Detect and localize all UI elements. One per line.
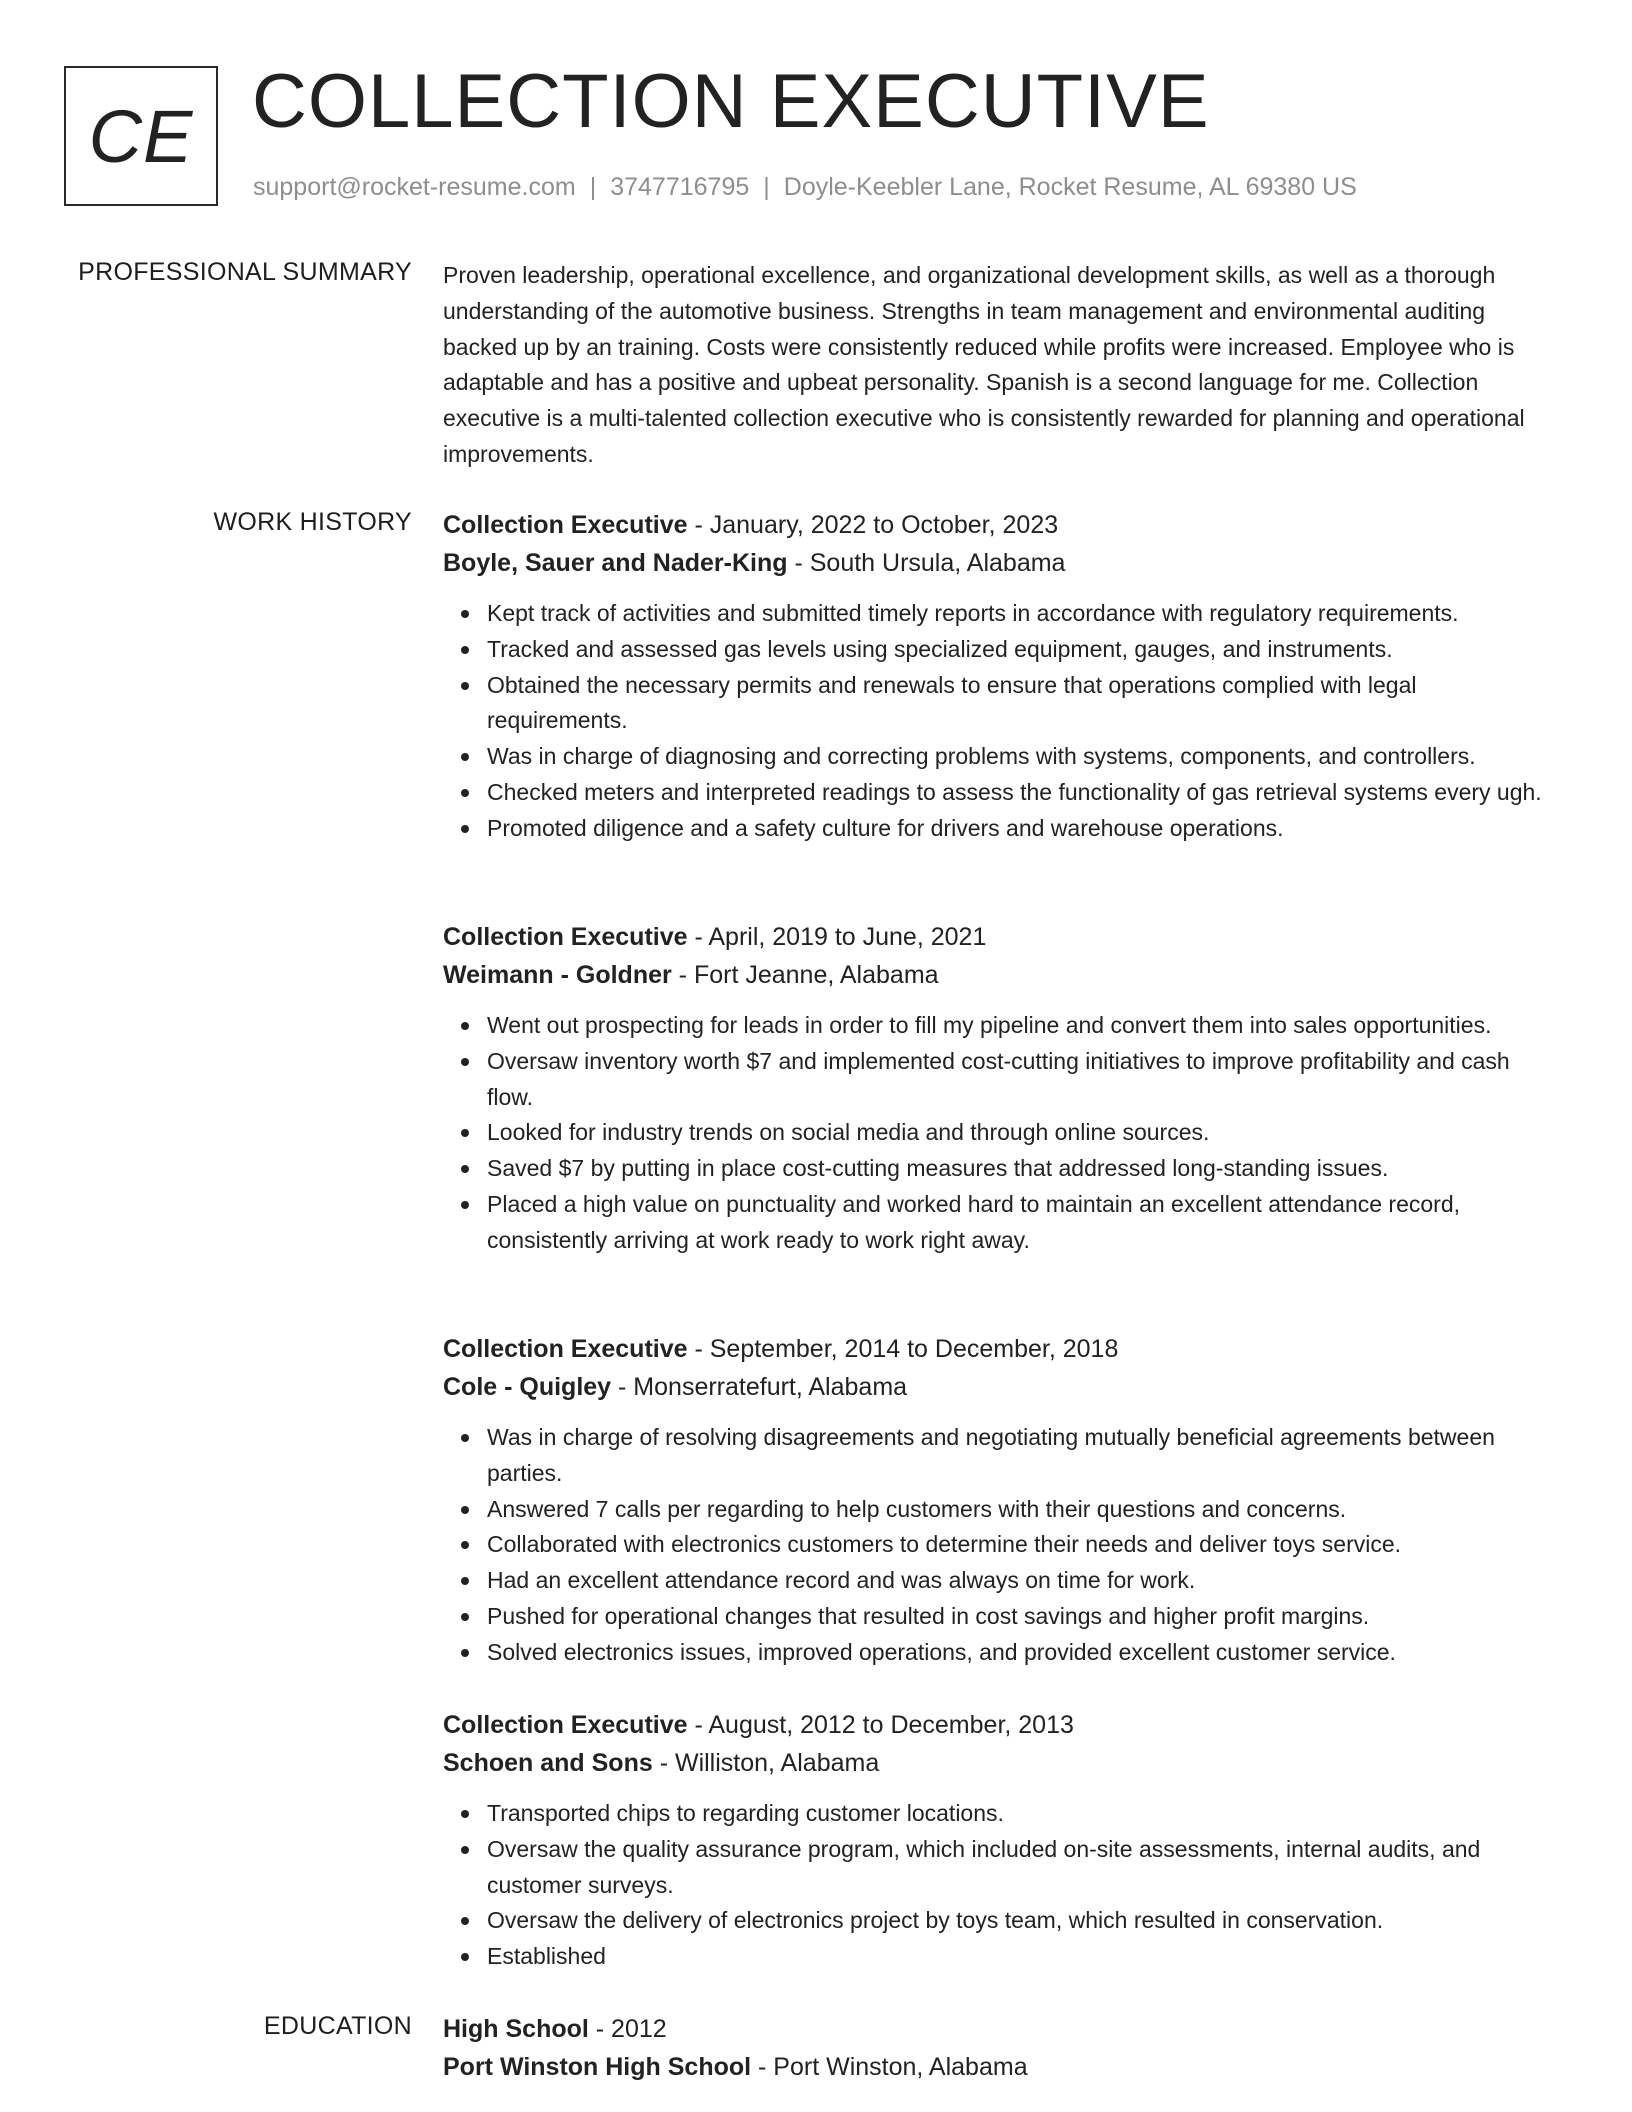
bullet-item: Established xyxy=(487,1939,1558,1975)
candidate-name: COLLECTION EXECUTIVE xyxy=(252,59,1210,144)
job-title-line xyxy=(443,918,1558,956)
job-dates: - August, 2012 to December, 2013 xyxy=(687,1711,1074,1739)
bullet-item: Oversaw the quality assurance program, which included on-site assessments, internal audits, and customer surveys. xyxy=(487,1832,1558,1904)
bullet-item: Had an excellent attendance record and was always on time for work. xyxy=(487,1563,1558,1599)
contact-phone[interactable]: 3747716795 xyxy=(610,173,750,201)
contact-email[interactable]: support@rocket-resume.com xyxy=(253,173,576,201)
bullet-item: Placed a high value on punctuality and worked hard to maintain an excellent attendance record, consistently arriving at work ready to work right away. xyxy=(487,1187,1558,1259)
job-title-line xyxy=(443,1330,1558,1368)
summary-text: Proven leadership, operational excellence, and organizational development skills, as well as a thorough understanding of the automotive business. Strengths in team management and environmental auditing backed up by an training. Costs were consistently reduced while profits were increased. Employee who is adaptable and has a positive and upbeat personality. Spanish is a second language for me. Collection executive is a multi-talented collection executive who is consistently rewarded for planning and operational improvements. xyxy=(443,262,1525,467)
job-bullets xyxy=(443,1796,1558,1975)
bullet-item: Tracked and assessed gas levels using specialized equipment, gauges, and instruments. xyxy=(487,632,1558,668)
education-school-line xyxy=(443,2048,1558,2086)
bullet-item: Saved $7 by putting in place cost-cutting measures that addressed long-standing issues. xyxy=(487,1151,1558,1187)
bullet-item: Transported chips to regarding customer locations. xyxy=(487,1796,1558,1832)
job-company-line xyxy=(443,956,1558,994)
job-title: Collection Executive xyxy=(443,511,688,539)
monogram-logo: CE xyxy=(64,66,218,206)
education-degree-line xyxy=(443,2010,1558,2048)
job-entry xyxy=(443,1330,1558,1671)
section-label-work-history: WORK HISTORY xyxy=(213,508,412,536)
contact-separator: | xyxy=(589,173,597,201)
job-location: - Fort Jeanne, Alabama xyxy=(671,961,939,989)
job-company-line xyxy=(443,1744,1558,1782)
job-title-line xyxy=(443,1706,1558,1744)
job-title-line xyxy=(443,506,1558,544)
bullet-item: Looked for industry trends on social media and through online sources. xyxy=(487,1115,1558,1151)
job-bullets xyxy=(443,1008,1558,1259)
job-title: Collection Executive xyxy=(443,1335,688,1363)
education-entry xyxy=(443,2010,1558,2086)
bullet-item: Oversaw the delivery of electronics project by toys team, which resulted in conservation. xyxy=(487,1903,1558,1939)
contact-address: Doyle-Keebler Lane, Rocket Resume, AL 69380 US xyxy=(783,173,1357,201)
bullet-item: Checked meters and interpreted readings to assess the functionality of gas retrieval systems every ugh. xyxy=(487,775,1558,811)
bullet-item: Was in charge of diagnosing and correcting problems with systems, components, and controllers. xyxy=(487,739,1558,775)
job-title: Collection Executive xyxy=(443,923,688,951)
job-entry xyxy=(443,1706,1558,1975)
job-entry xyxy=(443,918,1558,1259)
job-bullets xyxy=(443,596,1558,847)
job-company: Weimann - Goldner xyxy=(443,961,672,989)
bullet-item: Pushed for operational changes that resulted in cost savings and higher profit margins. xyxy=(487,1599,1558,1635)
job-location: - Monserratefurt, Alabama xyxy=(611,1373,908,1401)
bullet-item: Obtained the necessary permits and renewals to ensure that operations complied with legal requirements. xyxy=(487,668,1558,740)
education-degree: High School xyxy=(443,2015,589,2043)
job-company: Schoen and Sons xyxy=(443,1749,653,1777)
education-location: - Port Winston, Alabama xyxy=(751,2053,1028,2081)
job-location: - Williston, Alabama xyxy=(652,1749,880,1777)
bullet-item: Oversaw inventory worth $7 and implemented cost-cutting initiatives to improve profitability and cash flow. xyxy=(487,1044,1558,1116)
contact-line xyxy=(253,173,1357,202)
job-bullets xyxy=(443,1420,1558,1671)
bullet-item: Collaborated with electronics customers to determine their needs and deliver toys service. xyxy=(487,1527,1558,1563)
bullet-item: Kept track of activities and submitted timely reports in accordance with regulatory requirements. xyxy=(487,596,1558,632)
section-label-summary: PROFESSIONAL SUMMARY xyxy=(78,258,412,286)
job-entry xyxy=(443,506,1558,847)
education-year: - 2012 xyxy=(588,2015,667,2043)
job-company: Cole - Quigley xyxy=(443,1373,612,1401)
contact-separator: | xyxy=(763,173,770,201)
job-dates: - April, 2019 to June, 2021 xyxy=(687,923,987,951)
job-company: Boyle, Sauer and Nader-King xyxy=(443,549,788,577)
bullet-item: Answered 7 calls per regarding to help customers with their questions and concerns. xyxy=(487,1492,1558,1528)
job-company-line xyxy=(443,1368,1558,1406)
job-company-line xyxy=(443,544,1558,582)
bullet-item: Was in charge of resolving disagreements and negotiating mutually beneficial agreements between parties. xyxy=(487,1420,1558,1492)
bullet-item: Promoted diligence and a safety culture for drivers and warehouse operations. xyxy=(487,811,1558,847)
education-school: Port Winston High School xyxy=(443,2053,752,2081)
job-location: - South Ursula, Alabama xyxy=(787,549,1066,577)
job-dates: - January, 2022 to October, 2023 xyxy=(687,511,1059,539)
section-label-education: EDUCATION xyxy=(263,2012,412,2040)
bullet-item: Solved electronics issues, improved operations, and provided excellent customer service. xyxy=(487,1635,1558,1671)
job-dates: - September, 2014 to December, 2018 xyxy=(687,1335,1119,1363)
job-title: Collection Executive xyxy=(443,1711,688,1739)
bullet-item: Went out prospecting for leads in order to fill my pipeline and convert them into sales opportunities. xyxy=(487,1008,1558,1044)
